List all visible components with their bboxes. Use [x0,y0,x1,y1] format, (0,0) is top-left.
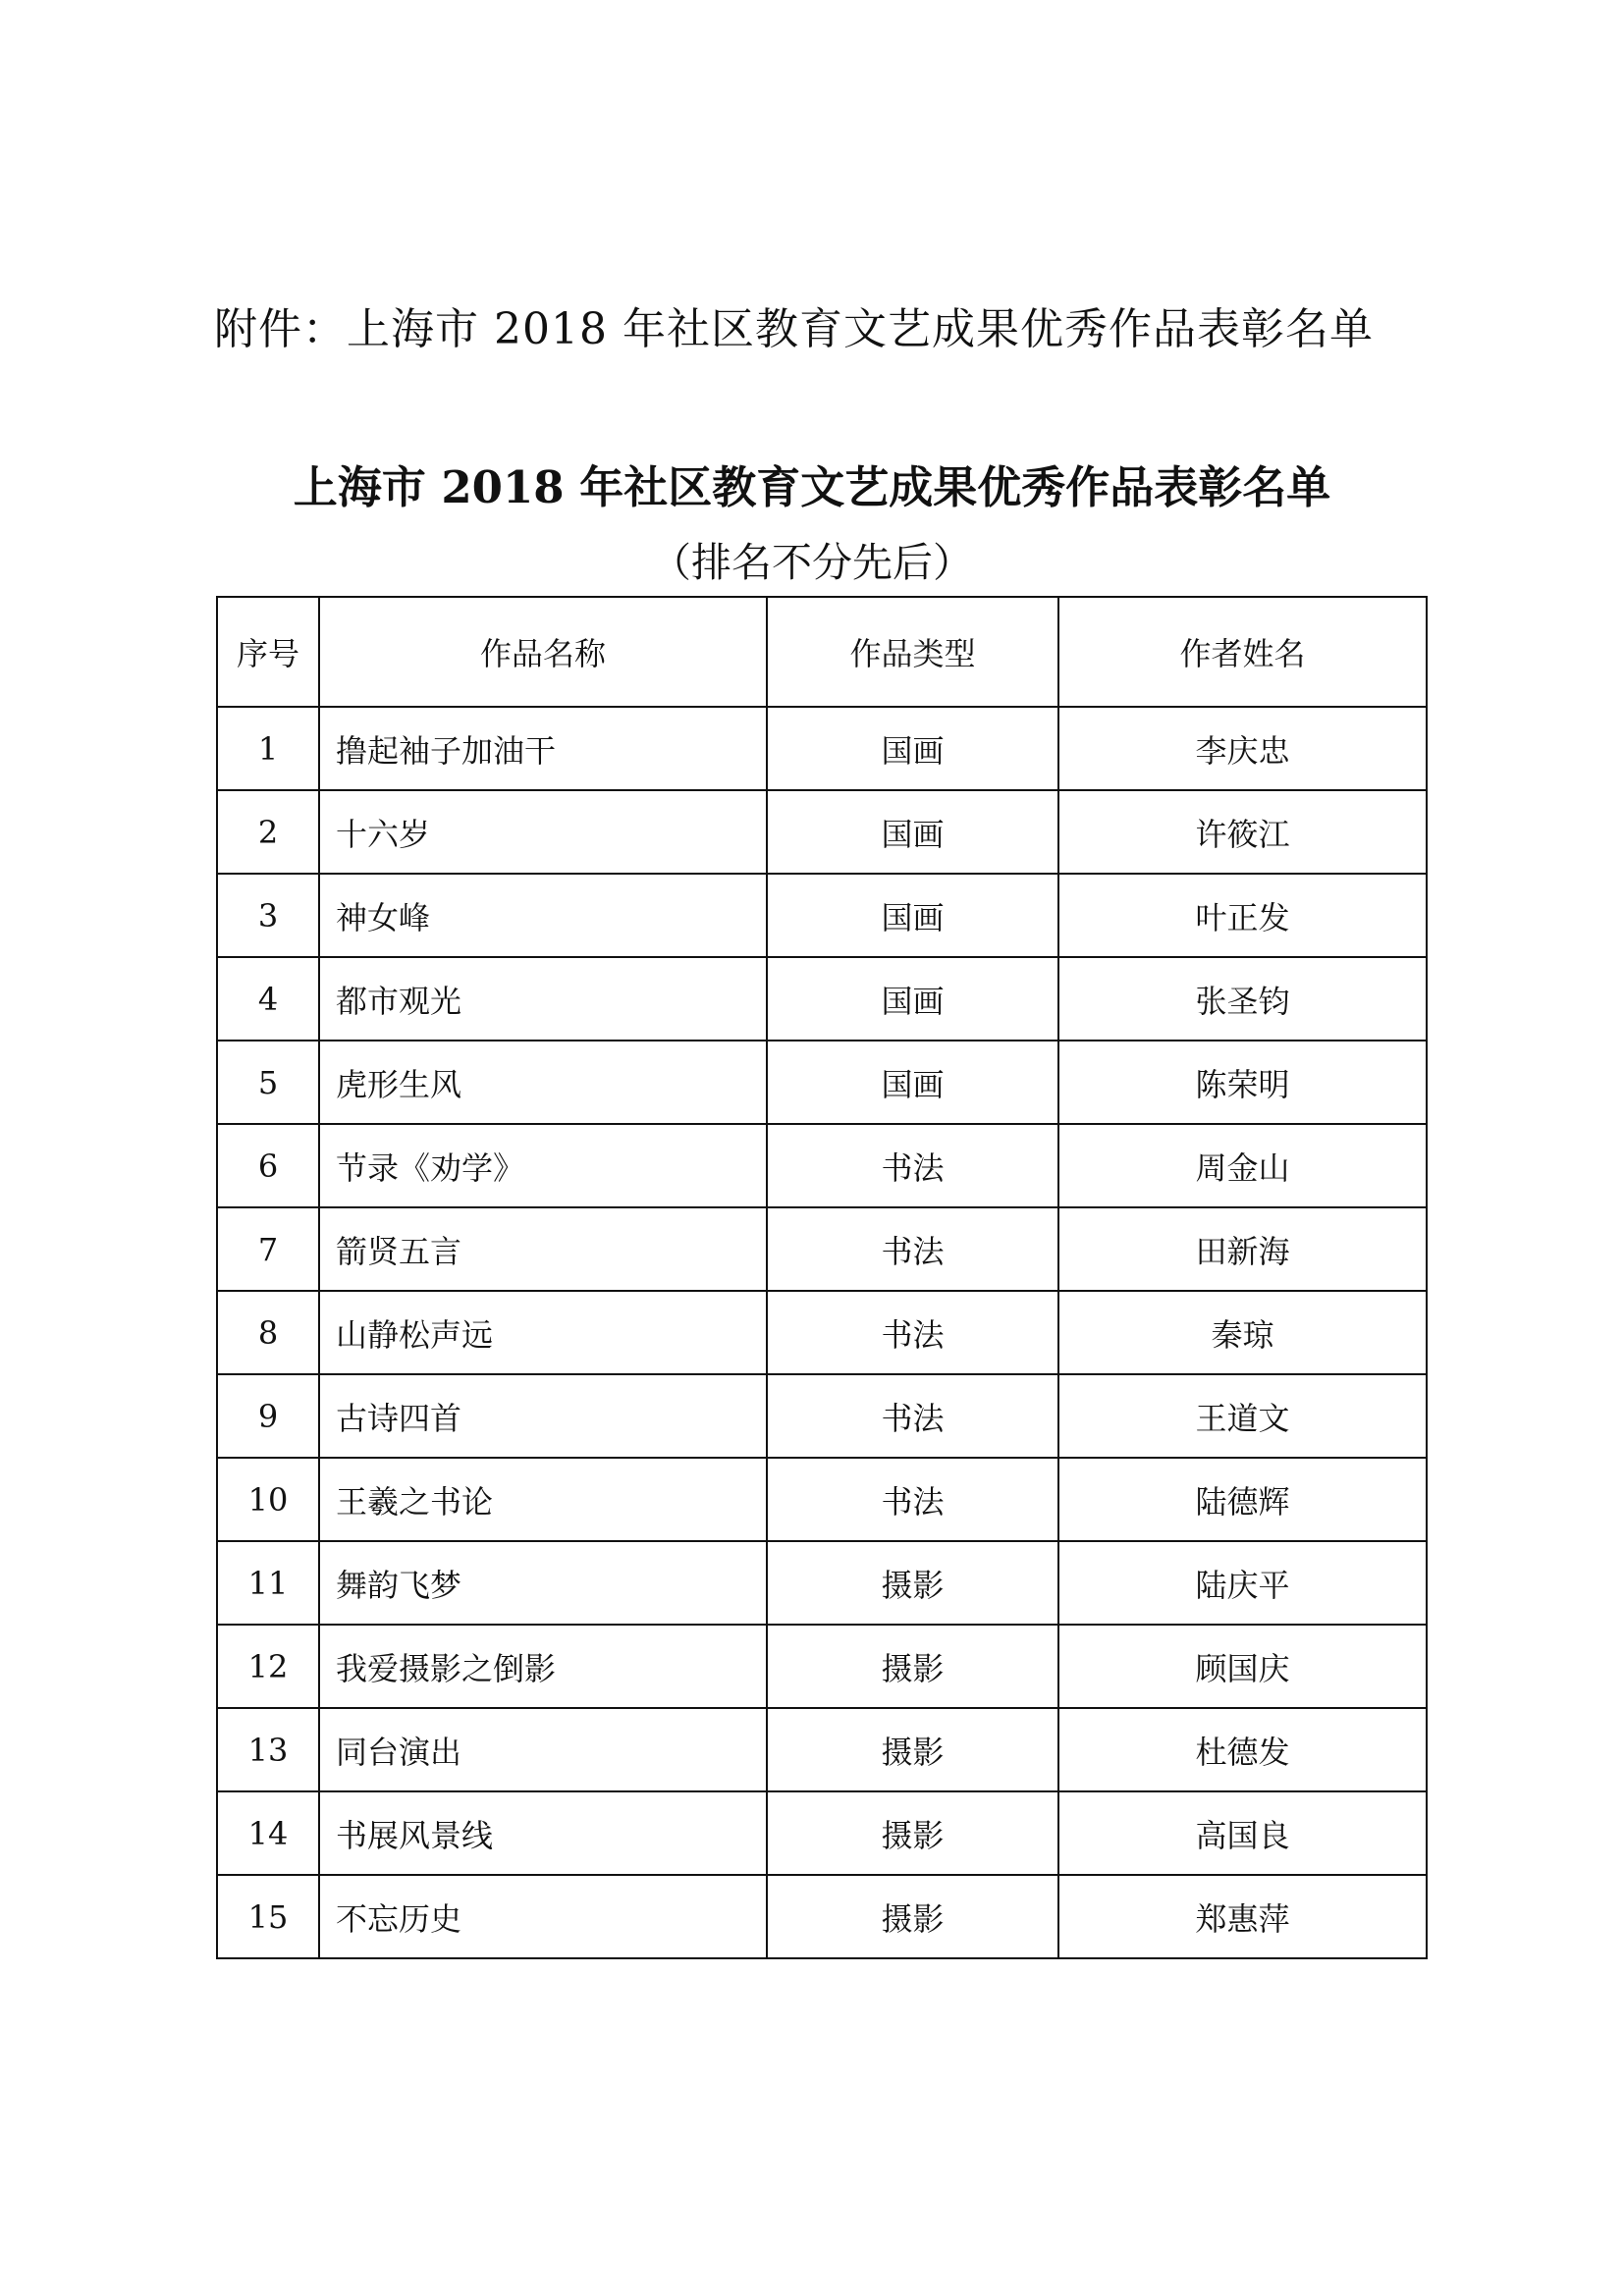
cell-author-name: 杜德发 [1058,1708,1427,1791]
cell-work-name: 十六岁 [319,790,767,874]
table-header-row [217,597,1427,707]
cell-work-name: 神女峰 [319,874,767,957]
table-row [217,1124,1427,1207]
cell-work-name: 舞韵飞梦 [319,1541,767,1625]
cell-work-type: 摄影 [767,1791,1058,1875]
cell-author-name: 张圣钧 [1058,957,1427,1041]
cell-number: 15 [217,1875,319,1958]
cell-author-name: 周金山 [1058,1124,1427,1207]
attachment-heading: 附件：上海市 2018 年社区教育文艺成果优秀作品表彰名单 [214,304,1374,354]
cell-number: 14 [217,1791,319,1875]
cell-work-type: 书法 [767,1124,1058,1207]
cell-work-name: 王羲之书论 [319,1458,767,1541]
table-row [217,1458,1427,1541]
header-author-name: 作者姓名 [1058,597,1427,707]
cell-number: 11 [217,1541,319,1625]
table-row [217,1541,1427,1625]
cell-author-name: 秦琼 [1058,1291,1427,1374]
header-number: 序号 [217,597,319,707]
document-title: 上海市 2018 年社区教育文艺成果优秀作品表彰名单 [293,461,1331,513]
cell-work-name: 箭贤五言 [319,1207,767,1291]
cell-work-name: 撸起袖子加油干 [319,707,767,790]
cell-work-type: 书法 [767,1458,1058,1541]
cell-author-name: 田新海 [1058,1207,1427,1291]
table-row [217,1791,1427,1875]
cell-work-type: 书法 [767,1207,1058,1291]
cell-number: 12 [217,1625,319,1708]
table-row [217,1625,1427,1708]
cell-work-name: 我爱摄影之倒影 [319,1625,767,1708]
cell-author-name: 郑惠萍 [1058,1875,1427,1958]
table-body [217,707,1427,1958]
cell-number: 10 [217,1458,319,1541]
table-row [217,1041,1427,1124]
cell-number: 9 [217,1374,319,1458]
cell-number: 2 [217,790,319,874]
header-work-name: 作品名称 [319,597,767,707]
cell-author-name: 李庆忠 [1058,707,1427,790]
cell-work-type: 摄影 [767,1625,1058,1708]
cell-work-type: 国画 [767,1041,1058,1124]
table-row [217,1207,1427,1291]
cell-work-name: 都市观光 [319,957,767,1041]
table-row [217,1291,1427,1374]
table-row [217,1875,1427,1958]
cell-number: 13 [217,1708,319,1791]
cell-work-type: 摄影 [767,1708,1058,1791]
cell-work-name: 节录《劝学》 [319,1124,767,1207]
cell-author-name: 陆德辉 [1058,1458,1427,1541]
cell-number: 5 [217,1041,319,1124]
cell-work-type: 书法 [767,1291,1058,1374]
cell-author-name: 王道文 [1058,1374,1427,1458]
cell-work-name: 不忘历史 [319,1875,767,1958]
cell-author-name: 高国良 [1058,1791,1427,1875]
cell-work-name: 古诗四首 [319,1374,767,1458]
cell-number: 7 [217,1207,319,1291]
cell-work-type: 国画 [767,957,1058,1041]
cell-number: 3 [217,874,319,957]
cell-work-name: 书展风景线 [319,1791,767,1875]
cell-number: 1 [217,707,319,790]
cell-author-name: 顾国庆 [1058,1625,1427,1708]
cell-number: 4 [217,957,319,1041]
table-row [217,957,1427,1041]
cell-work-type: 摄影 [767,1875,1058,1958]
table-row [217,1374,1427,1458]
cell-work-name: 山静松声远 [319,1291,767,1374]
cell-work-name: 同台演出 [319,1708,767,1791]
cell-work-type: 国画 [767,874,1058,957]
cell-number: 8 [217,1291,319,1374]
header-work-type: 作品类型 [767,597,1058,707]
cell-work-type: 摄影 [767,1541,1058,1625]
cell-author-name: 叶正发 [1058,874,1427,957]
table-row [217,1708,1427,1791]
cell-author-name: 许筱江 [1058,790,1427,874]
document-subtitle: （排名不分先后） [651,539,973,586]
award-table [216,596,1428,1959]
cell-work-type: 书法 [767,1374,1058,1458]
cell-author-name: 陈荣明 [1058,1041,1427,1124]
cell-work-type: 国画 [767,790,1058,874]
cell-work-name: 虎形生风 [319,1041,767,1124]
table-row [217,874,1427,957]
cell-work-type: 国画 [767,707,1058,790]
cell-author-name: 陆庆平 [1058,1541,1427,1625]
table-row [217,790,1427,874]
cell-number: 6 [217,1124,319,1207]
table-row [217,707,1427,790]
